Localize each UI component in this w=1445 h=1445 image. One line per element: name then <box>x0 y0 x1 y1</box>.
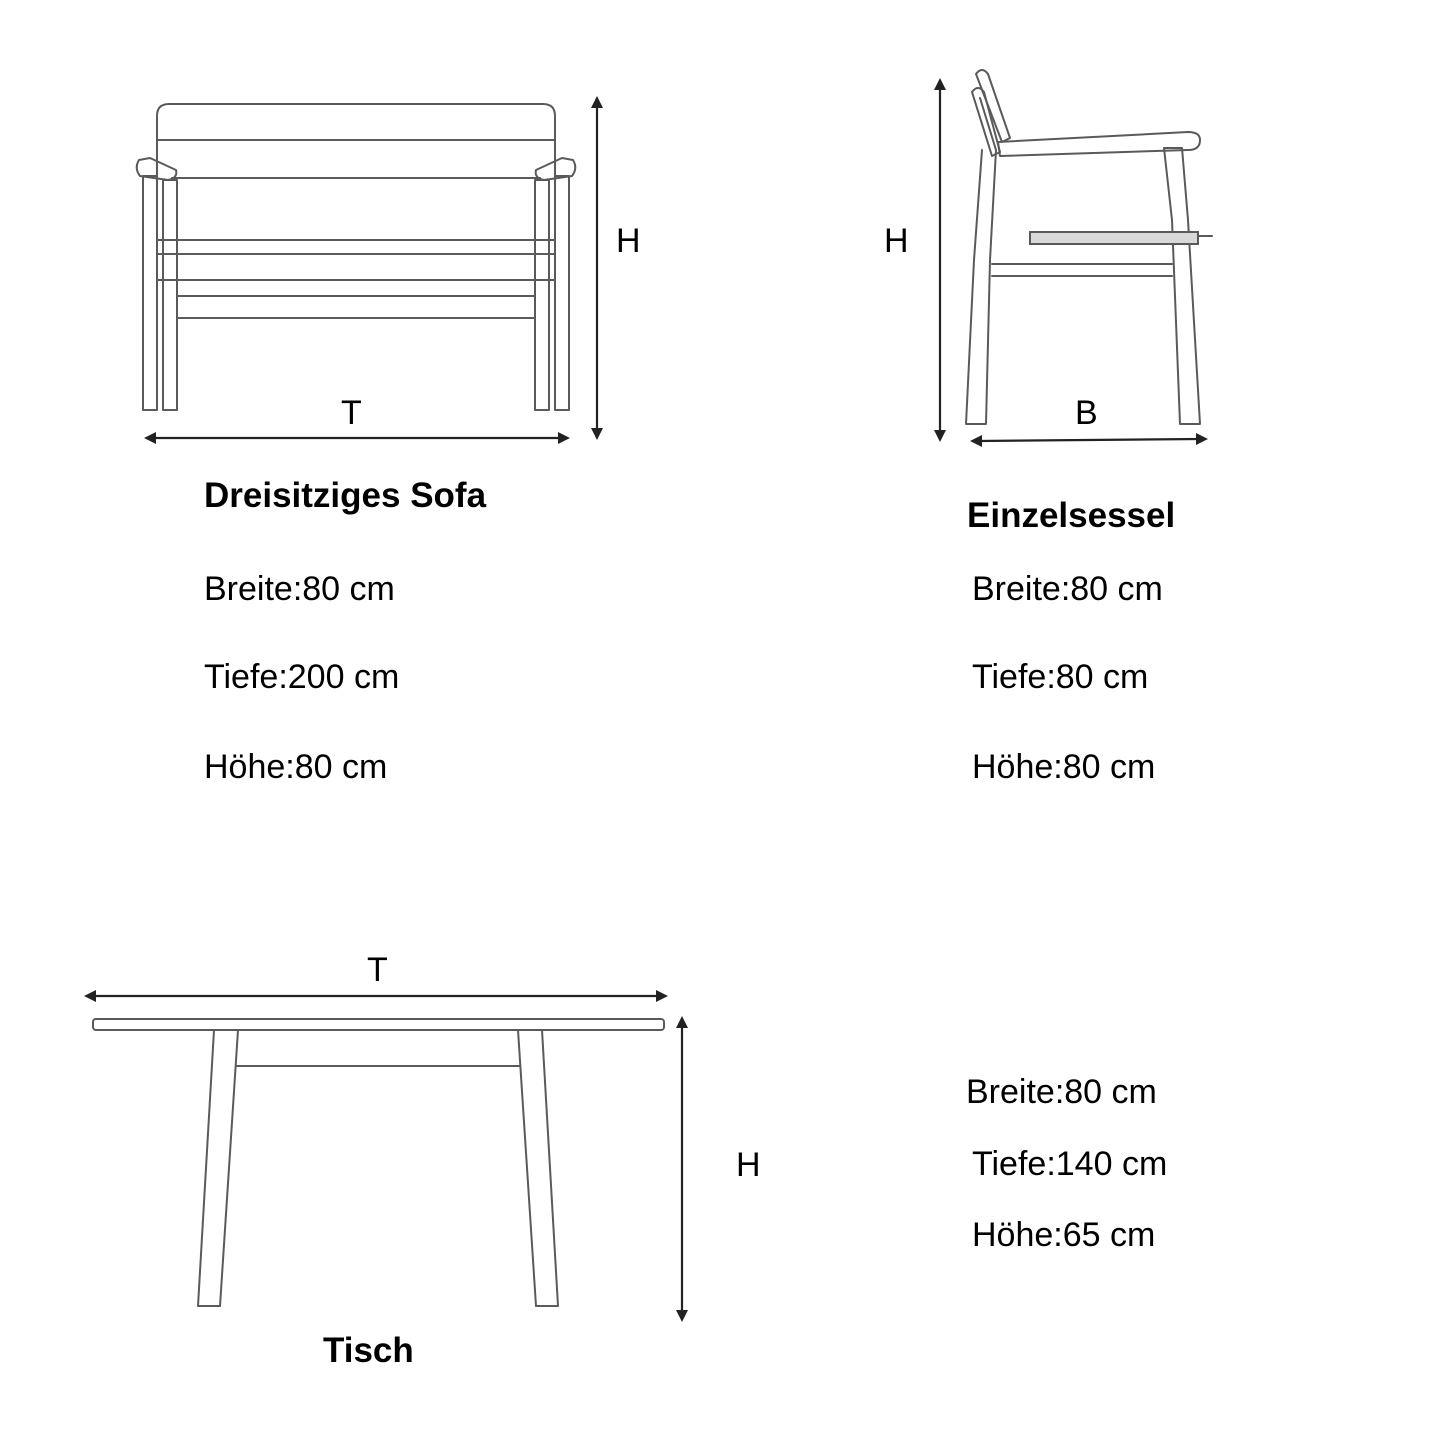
chair-spec-depth: Tiefe:80 cm <box>972 658 1149 696</box>
sofa-drawing <box>137 104 576 410</box>
chair-height-label: H <box>884 222 909 260</box>
chair-spec-width: Breite:80 cm <box>972 570 1163 608</box>
sofa-spec-height: Höhe:80 cm <box>204 748 388 786</box>
sofa-depth-label: T <box>341 394 362 432</box>
sofa-spec-depth: Tiefe:200 cm <box>204 658 400 696</box>
table-height-label: H <box>736 1146 761 1184</box>
sofa-title: Dreisitziges Sofa <box>204 476 487 515</box>
sofa-height-label: H <box>616 222 641 260</box>
table-depth-label: T <box>367 951 388 989</box>
table-dimension-arrows <box>84 990 688 1322</box>
table-title: Tisch <box>323 1331 414 1370</box>
table-spec-height: Höhe:65 cm <box>972 1216 1156 1254</box>
sofa-spec-width: Breite:80 cm <box>204 570 395 608</box>
chair-width-label: B <box>1075 394 1098 432</box>
table-spec-depth: Tiefe:140 cm <box>972 1145 1168 1183</box>
chair-drawing <box>966 70 1212 424</box>
chair-spec-height: Höhe:80 cm <box>972 748 1156 786</box>
table-drawing <box>93 1019 664 1306</box>
chair-title: Einzelsessel <box>967 496 1176 535</box>
table-spec-width: Breite:80 cm <box>966 1073 1157 1111</box>
